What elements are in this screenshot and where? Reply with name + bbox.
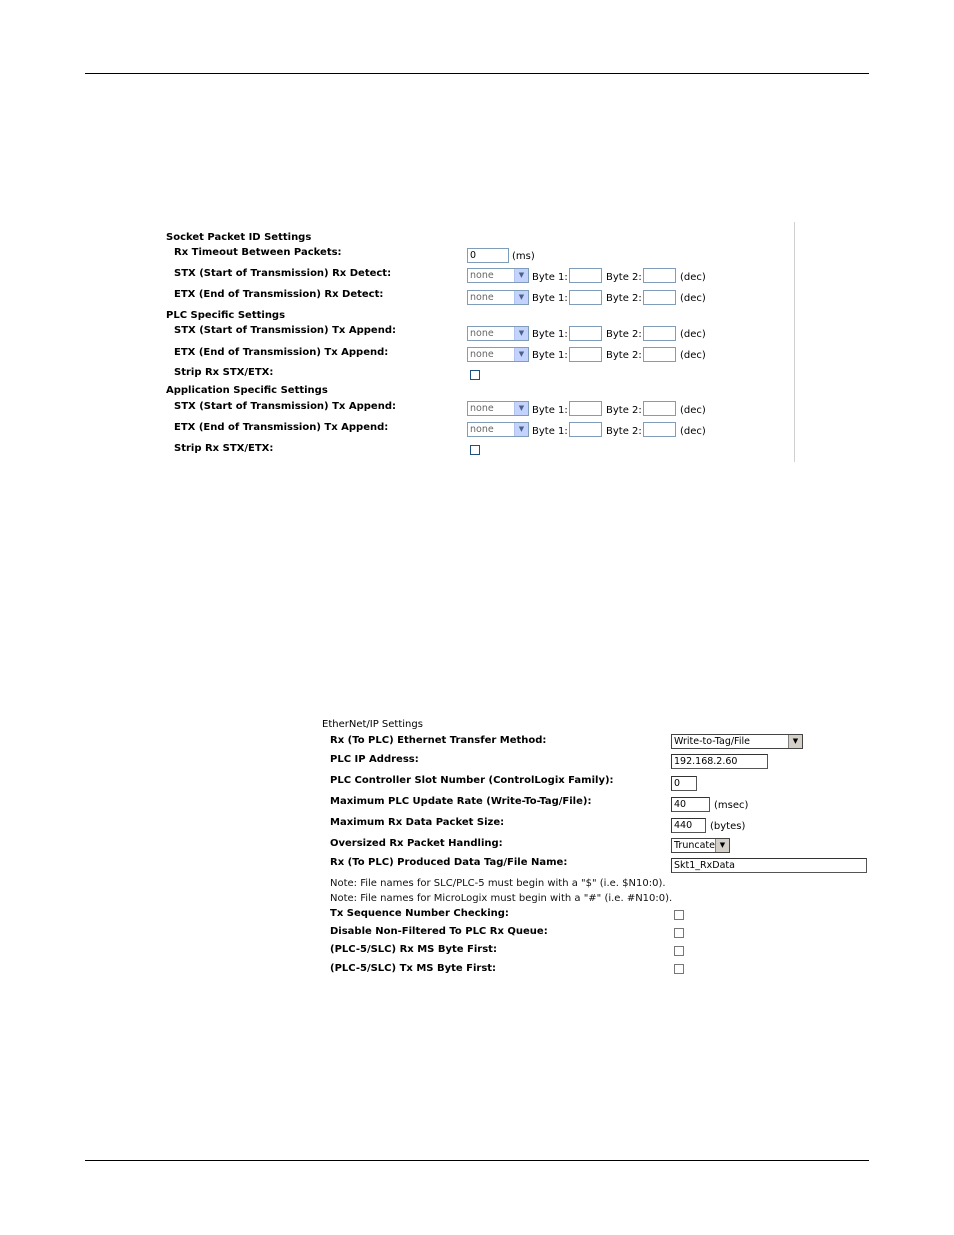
tag-name-label: Rx (To PLC) Produced Data Tag/File Name: — [330, 857, 568, 868]
tag-name-input[interactable]: Skt1_RxData — [671, 858, 867, 873]
select-value: none — [470, 270, 494, 281]
rx-timeout-unit: (ms) — [512, 251, 535, 262]
etx-rx-unit: (dec) — [680, 293, 706, 304]
stx-rx-byte2-label: Byte 2: — [606, 272, 642, 283]
update-rate-input[interactable]: 40 — [671, 797, 710, 812]
tx-seq-checkbox[interactable] — [674, 910, 684, 920]
disable-nonfiltered-checkbox[interactable] — [674, 928, 684, 938]
app-etx-byte1-label: Byte 1: — [532, 426, 568, 437]
packet-size-label: Maximum Rx Data Packet Size: — [330, 817, 505, 828]
rx-timeout-label: Rx Timeout Between Packets: — [174, 247, 342, 258]
oversized-label: Oversized Rx Packet Handling: — [330, 838, 503, 849]
transfer-method-label: Rx (To PLC) Ethernet Transfer Method: — [330, 735, 547, 746]
plc-stx-byte2-label: Byte 2: — [606, 329, 642, 340]
note-slc-plc5: Note: File names for SLC/PLC-5 must begin with a "$" (i.e. $N10:0). — [330, 878, 666, 889]
section-socket-packet-id: Socket Packet ID Settings — [166, 232, 312, 243]
plc-strip-label: Strip Rx STX/ETX: — [174, 367, 274, 378]
packet-size-input[interactable]: 440 — [671, 818, 706, 833]
oversized-select[interactable] — [671, 838, 730, 853]
plc-stx-unit: (dec) — [680, 329, 706, 340]
select-value: none — [470, 403, 494, 414]
rx-ms-byte-label: (PLC-5/SLC) Rx MS Byte First: — [330, 944, 497, 955]
chevron-down-icon: ▼ — [514, 269, 528, 282]
update-rate-label: Maximum PLC Update Rate (Write-To-Tag/File): — [330, 796, 592, 807]
plc-stx-tx-label: STX (Start of Transmission) Tx Append: — [174, 325, 396, 336]
app-etx-byte2-label: Byte 2: — [606, 426, 642, 437]
select-value: none — [470, 349, 494, 360]
disable-nonfiltered-label: Disable Non-Filtered To PLC Rx Queue: — [330, 926, 548, 937]
chevron-down-icon: ▼ — [514, 402, 528, 415]
etx-rx-byte1-label: Byte 1: — [532, 293, 568, 304]
slot-number-input[interactable]: 0 — [671, 776, 697, 791]
tx-seq-label: Tx Sequence Number Checking: — [330, 908, 509, 919]
section-plc-specific: PLC Specific Settings — [166, 310, 286, 321]
section-application-specific: Application Specific Settings — [166, 385, 328, 396]
etx-rx-byte2-label: Byte 2: — [606, 293, 642, 304]
plc-ip-label: PLC IP Address: — [330, 754, 419, 765]
select-value: none — [470, 328, 494, 339]
plc-stx-byte1-label: Byte 1: — [532, 329, 568, 340]
chevron-down-icon: ▼ — [514, 423, 528, 436]
select-value: Truncate — [674, 840, 715, 851]
plc-ip-input[interactable]: 192.168.2.60 — [671, 754, 768, 769]
app-etx-tx-label: ETX (End of Transmission) Tx Append: — [174, 422, 389, 433]
tx-ms-byte-checkbox[interactable] — [674, 964, 684, 974]
select-value: Write-to-Tag/File — [674, 736, 750, 747]
note-micrologix: Note: File names for MicroLogix must begin with a "#" (i.e. #N10:0). — [330, 893, 673, 904]
stx-rx-detect-label: STX (Start of Transmission) Rx Detect: — [174, 268, 392, 279]
plc-etx-unit: (dec) — [680, 350, 706, 361]
app-stx-tx-label: STX (Start of Transmission) Tx Append: — [174, 401, 396, 412]
transfer-method-select[interactable] — [671, 734, 803, 749]
rx-ms-byte-checkbox[interactable] — [674, 946, 684, 956]
app-strip-label: Strip Rx STX/ETX: — [174, 443, 274, 454]
chevron-down-icon: ▼ — [514, 348, 528, 361]
chevron-down-icon: ▼ — [788, 735, 802, 748]
app-stx-byte1-label: Byte 1: — [532, 405, 568, 416]
plc-etx-tx-label: ETX (End of Transmission) Tx Append: — [174, 347, 389, 358]
chevron-down-icon: ▼ — [514, 327, 528, 340]
rx-timeout-input[interactable]: 0 — [467, 248, 509, 263]
app-stx-byte2-label: Byte 2: — [606, 405, 642, 416]
tx-ms-byte-label: (PLC-5/SLC) Tx MS Byte First: — [330, 963, 497, 974]
chevron-down-icon: ▼ — [514, 291, 528, 304]
select-value: none — [470, 424, 494, 435]
app-stx-unit: (dec) — [680, 405, 706, 416]
section-ethernet-ip: EtherNet/IP Settings — [322, 719, 423, 730]
footer-rule — [85, 1160, 869, 1161]
slot-number-label: PLC Controller Slot Number (ControlLogix Family): — [330, 775, 614, 786]
select-value: none — [470, 292, 494, 303]
etx-rx-detect-label: ETX (End of Transmission) Rx Detect: — [174, 289, 384, 300]
stx-rx-unit: (dec) — [680, 272, 706, 283]
app-etx-unit: (dec) — [680, 426, 706, 437]
packet-size-unit: (bytes) — [710, 821, 746, 832]
update-rate-unit: (msec) — [714, 800, 749, 811]
stx-rx-byte1-label: Byte 1: — [532, 272, 568, 283]
plc-etx-byte1-label: Byte 1: — [532, 350, 568, 361]
plc-etx-byte2-label: Byte 2: — [606, 350, 642, 361]
chevron-down-icon: ▼ — [715, 839, 729, 852]
